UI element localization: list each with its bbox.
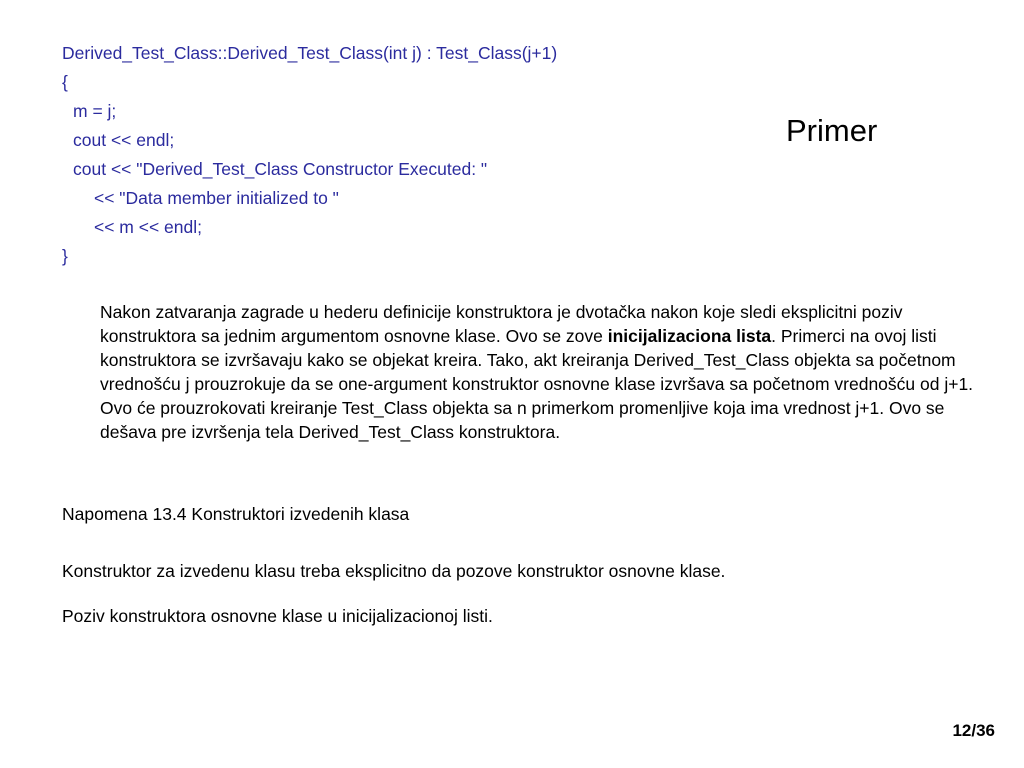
explanation-text-after: . Primerci na ovoj listi konstruktora se izvršavaju kako se objekat kreira. Tako, akt kreiranja Derived_Test_Class objekta sa početnom vrednošću j prouzrokuje da se one-argument konstruktor osnovne klase izvršava sa početnom vrednošću od j+1. Ovo će prouzrokovati kreiranje Test_Class objekta sa n primerkom promenljive koja ima vrednost j+1. Ovo se dešava pre izvršenja tela Derived_Test_Class konstruktora. bbox=[100, 326, 974, 442]
page-number: 12/36 bbox=[952, 721, 995, 740]
code-line-data-member: << "Data member initialized to " bbox=[94, 188, 339, 208]
code-line-cout-endl: cout << endl; bbox=[73, 130, 175, 150]
explanation-text-before: Nakon zatvaranja zagrade u hederu definicije konstruktora je dvotačka nakon koje sledi eksplicitni poziv konstruktora sa jednim argumentom osnovne klase. Ovo se zove bbox=[100, 302, 903, 346]
note-heading: Napomena 13.4 Konstruktori izvedenih klasa bbox=[62, 504, 410, 524]
code-line-cout-message: cout << "Derived_Test_Class Constructor Executed: " bbox=[73, 159, 488, 179]
explanation-paragraph bbox=[100, 300, 980, 444]
code-line-close-brace: } bbox=[62, 246, 68, 266]
code-line-signature: Derived_Test_Class::Derived_Test_Class(int j) : Test_Class(j+1) bbox=[62, 43, 558, 63]
code-line-print-m: << m << endl; bbox=[94, 217, 202, 237]
note-line-1: Konstruktor za izvedenu klasu treba eksplicitno da pozove konstruktor osnovne klase. bbox=[62, 561, 726, 581]
note-line-2: Poziv konstruktora osnovne klase u inicijalizacionoj listi. bbox=[62, 606, 493, 626]
code-line-assignment: m = j; bbox=[73, 101, 117, 121]
code-listing bbox=[62, 42, 762, 282]
code-line-open-brace: { bbox=[62, 72, 68, 92]
explanation-bold-term: inicijalizaciona lista bbox=[607, 326, 772, 346]
slide-title: Primer bbox=[786, 113, 878, 148]
